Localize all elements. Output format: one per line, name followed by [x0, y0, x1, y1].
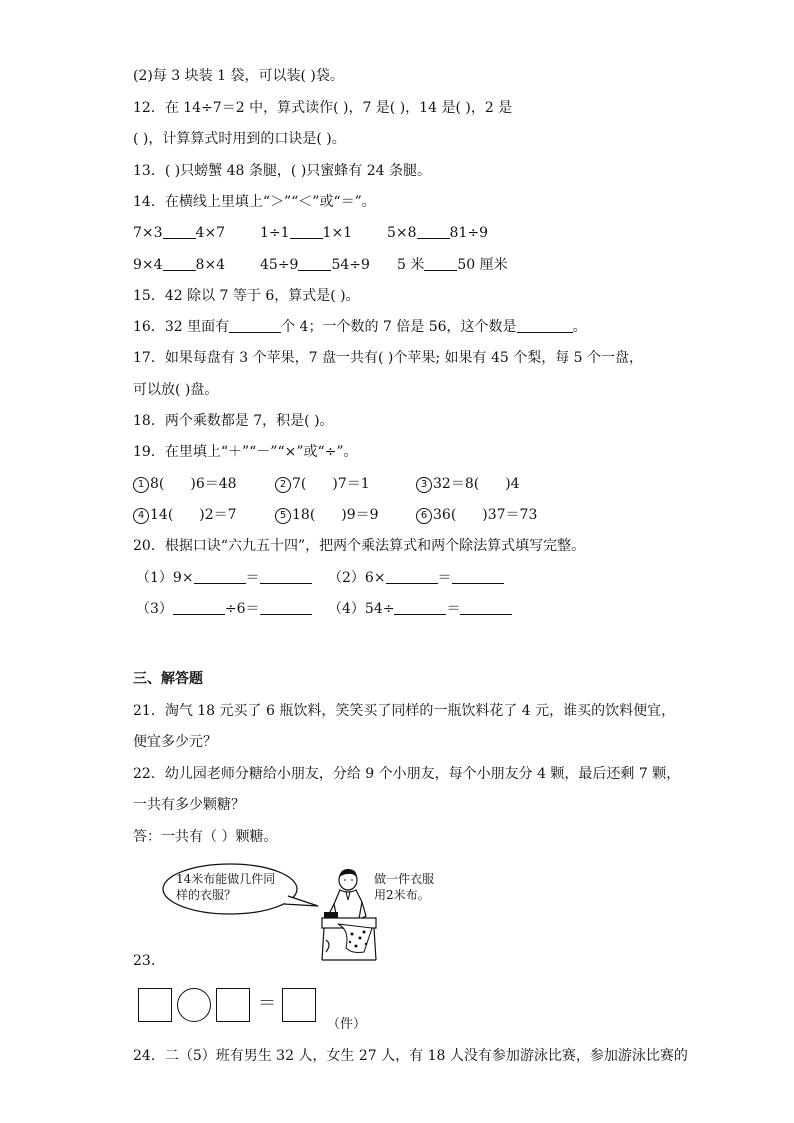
q22-line1: 22．幼儿园老师分糖给小朋友，分给 9 个小朋友，每个小朋友分 4 颗，最后还剩 7 颗，: [133, 766, 681, 782]
q20-item-2: （2）6× ＝: [328, 569, 504, 587]
q20-title: 20．根据口诀“六九五十四”，把两个乘法算式和两个除法算式填写完整。: [133, 538, 586, 554]
blank[interactable]: [424, 256, 457, 271]
q14-item-2: 1÷1 1×1: [260, 225, 353, 241]
q12-line1: 12．在 14÷7＝2 中，算式读作( )，7 是( )，14 是( )，2 是: [133, 100, 513, 116]
q12-line2: ( )，计算算式时用到的口诀是( )。: [133, 131, 346, 147]
q22-answer: 答：一共有（ ）颗糖。: [133, 829, 278, 845]
q20-item-4: （4）54÷ ＝: [328, 600, 512, 618]
q14-item-4: 9×4 8×4: [133, 257, 226, 273]
q19-item-2: 2 7( )7＝1: [275, 475, 370, 493]
q14-item-6: 5 米 50 厘米: [397, 257, 508, 273]
q24-line1: 24．二（5）班有男生 32 人，女生 27 人，有 18 人没有参加游泳比赛，参加游泳比赛的: [133, 1048, 688, 1064]
q14-item-5: 45÷9 54÷9: [260, 257, 370, 273]
bubble-text: 14米布能做几件同 样的衣服？: [176, 872, 276, 902]
q16: 16．32 里面有 个 4；一个数的 7 倍是 56，这个数是 。: [133, 319, 587, 335]
q23-label: 23.: [133, 953, 156, 969]
blank[interactable]: [460, 600, 512, 615]
unit-label: （件）: [327, 1017, 367, 1032]
hint-text: 做一件衣服 用2米布。: [374, 872, 435, 902]
q17-line2: 可以放( )盘。: [133, 382, 219, 398]
q13: 13．( )只螃蟹 48 条腿，( )只蜜蜂有 24 条腿。: [133, 163, 431, 179]
q15: 15．42 除以 7 等于 6，算式是( )。: [133, 288, 360, 304]
blank[interactable]: [290, 224, 323, 239]
blank[interactable]: [163, 224, 196, 239]
blank[interactable]: [229, 318, 281, 333]
q20-item-1: （1）9× ＝: [136, 569, 312, 587]
q14-item-1: 7×3 4×7: [133, 225, 226, 241]
q19-item-1: 1 8( )6＝48: [133, 475, 237, 493]
section-heading: 三、解答题: [133, 671, 203, 687]
blank[interactable]: [517, 318, 573, 333]
blank[interactable]: [173, 600, 225, 615]
square-blank-result[interactable]: [282, 988, 316, 1022]
q21-line1: 21．淘气 18 元买了 6 瓶饮料，笑笑买了同样的一瓶饮料花了 4 元，谁买的饮料便宜，: [133, 703, 676, 719]
tailor-sewing-illustration: [316, 868, 378, 962]
blank[interactable]: [298, 256, 331, 271]
square-blank-2[interactable]: [216, 988, 250, 1022]
q19-item-3: 3 32＝8( )4: [416, 475, 520, 493]
blank[interactable]: [163, 256, 196, 271]
square-blank-1[interactable]: [138, 988, 172, 1022]
q20-item-3: （3） ÷6＝: [136, 600, 312, 618]
q19-title: 19．在里填上“＋”“－”“×”或“÷”。: [133, 444, 358, 460]
q17-line1: 17．如果每盘有 3 个苹果，7 盘一共有( )个苹果; 如果有 45 个梨，每 5 个一盘，: [133, 350, 644, 366]
q19-item-5: 5 18( )9＝9: [275, 506, 379, 524]
blank[interactable]: [386, 569, 438, 584]
q21-line2: 便宜多少元？: [133, 734, 217, 750]
blank[interactable]: [260, 569, 312, 584]
blank[interactable]: [417, 224, 450, 239]
blank[interactable]: [260, 600, 312, 615]
blank[interactable]: [194, 569, 246, 584]
q18: 18．两个乘数都是 7，积是( )。: [133, 413, 334, 429]
q14-item-3: 5×8 81÷9: [387, 225, 488, 241]
q19-item-4: 4 14( )2＝7: [133, 506, 237, 524]
q22-line2: 一共有多少颗糖？: [133, 797, 245, 813]
q14-title: 14．在横线上里填上“＞”“＜”或“＝”。: [133, 194, 376, 210]
blank[interactable]: [452, 569, 504, 584]
blank[interactable]: [394, 600, 446, 615]
equals-sign: ＝: [258, 993, 276, 1014]
circle-operator-blank[interactable]: [177, 988, 211, 1022]
q19-item-6: 6 36( )37＝73: [416, 506, 537, 524]
q11-part2: (2)每 3 块装 1 袋，可以装( )袋。: [133, 68, 344, 84]
